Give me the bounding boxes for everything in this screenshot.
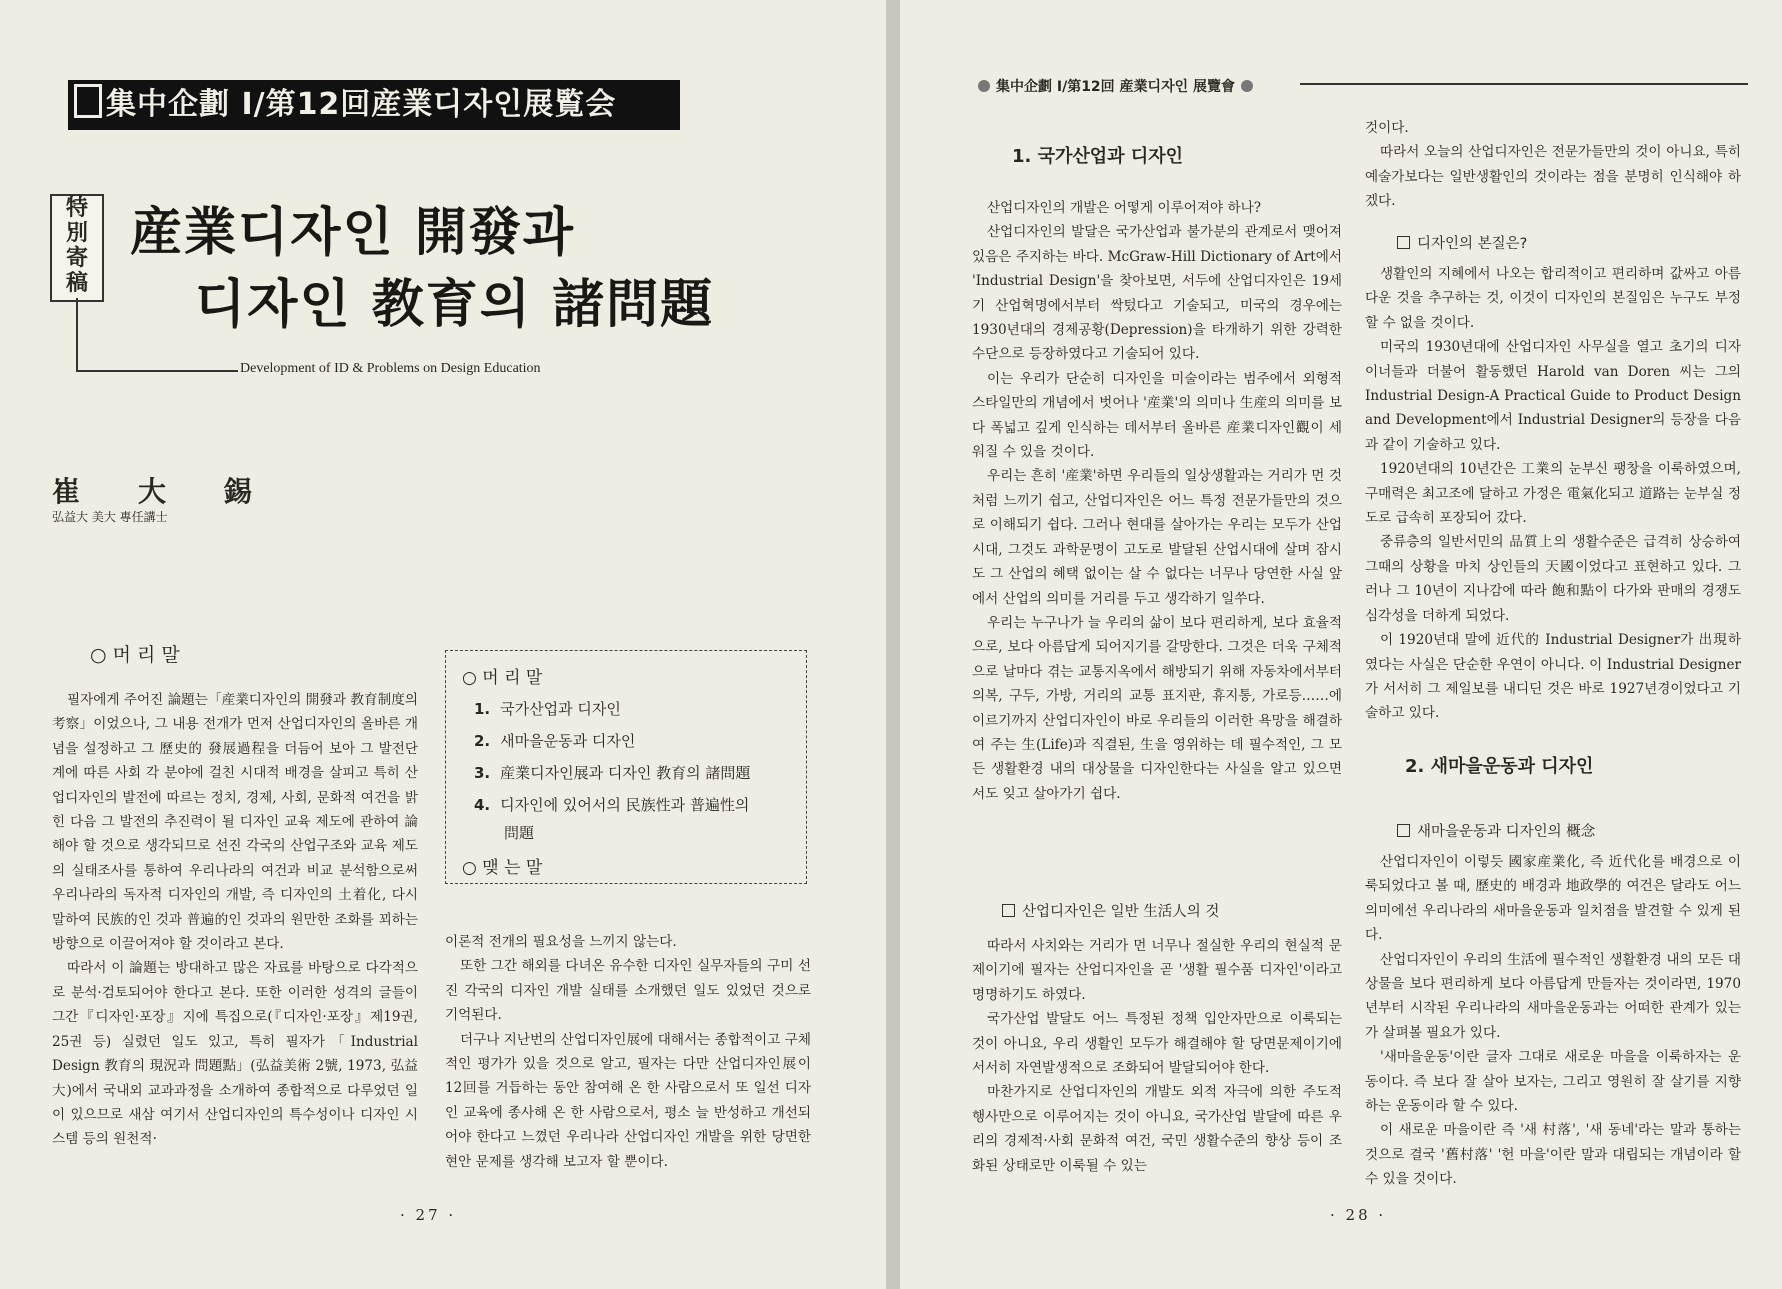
paragraph: 따라서 사치와는 거리가 먼 너무나 절실한 우리의 현실적 문제이기에 필자는 산업디자인을 곧 '생활 필수품 디자인'이라고 명명하기도 하였다. [972, 938, 1342, 1003]
tag-char: 別 [65, 221, 88, 246]
paragraph: 산업디자인이 우리의 生活에 필수적인 생활환경 내의 모든 대상물을 보다 편리하게 보다 아름답게 만들자는 것이라면, 1970년부터 시작된 우리나라의 새마을운동과는 어떠한 관계가 있는가 살펴볼 필요가 있다. [1365, 951, 1741, 1041]
paragraph: 마찬가지로 산업디자인의 개발도 외적 자극에 의한 주도적 행사만으로 이루어지는 것이 아니요, 국가산업 발달에 따른 우리의 경제적·사회 문화적 여건, 국민 생활수준의 향상 등이 조화된 상태로만 이룩될 수 있는 [972, 1084, 1342, 1174]
subsection-heading [1397, 820, 1595, 841]
bullet-dot-icon [978, 80, 990, 92]
article-title-line2: 디자인 教育의 諸問題 [195, 274, 715, 335]
paragraph: '새마을운동'이란 글자 그대로 새로운 마을을 이룩하자는 운동이다. 즉 보다 잘 살아 보자는, 그리고 영원히 잘 살기를 지향하는 운동이라 할 수 있다. [1365, 1049, 1741, 1115]
tag-char: 特 [65, 196, 88, 221]
bullet-dot-icon [1241, 80, 1253, 92]
toc-item-label: 국가산업과 디자인 [500, 700, 621, 718]
running-header [978, 76, 1253, 96]
toc-item [474, 762, 794, 783]
left-column-2 [445, 930, 811, 1174]
paragraph: 이 새로운 마을이란 즉 '새 村落', '새 동네'라는 말과 통하는 것으로 결국 '舊村落' '헌 마을'이란 말과 대립되는 개념이라 할 수 있을 것이다. [1365, 1122, 1741, 1188]
paragraph: 이는 우리가 단순히 디자인을 미술이라는 범주에서 외형적 스타일만의 개념에서 벗어나 '産業'의 의미나 生産의 의미를 보다 폭넓고 깊게 인식하는 데서부터 올바른 産業디자인觀이 세워질 수 있을 것이다. [972, 370, 1342, 461]
paragraph: 산업디자인이 이렇듯 國家産業化, 즉 近代化를 배경으로 이룩되었다고 볼 때, 歷史的 배경과 地政學的 여건은 달라도 어느 의미에선 우리나라의 새마을운동과 일치점을 발견할 수 있게 된다. [1365, 854, 1741, 944]
paragraph: 필자에게 주어진 論題는「産業디자인의 開發과 教育制度의 考察」이었으나, 그 내용 전개가 먼저 산업디자인의 올바른 개념을 설정하고 그 歷史的 發展過程을 더듬어 보아 그 발전단계에 따른 사회 각 분야에 걸친 시대적 배경을 살피고 특히 산업디자인의 발전에 따르는 정치, 경제, 사회, 문화적 여건을 밝힌 다음 그 발전의 추진력이 될 디자인 교육 제도에 관하여 論해야 할 것으로 생각되므로 선진 각국의 산업구조와 교육 제도의 실태조사를 통하여 우리나라의 여건과 비교 분석함으로써 우리나라의 독자적 디자인의 개발, 즉 디자인의 土着化, 다시 말하여 民族的인 것과 普遍的인 것과의 원만한 조화를 꾀하는 방향으로 이끌어져야 할 것이라고 본다. [52, 692, 418, 953]
article-title-line1: 産業디자인 開發과 [130, 202, 576, 263]
tag-connector [76, 298, 78, 372]
paragraph: 따라서 이 論題는 방대하고 많은 자료를 바탕으로 다각적으로 분석·검토되어야 한다고 본다. 또한 이러한 성격의 글들이 그간『디자인·포장』지에 특집으로(『디자인·포장』제19권, 25권 등) 실렸던 일도 있고, 특히 필자가「Industrial Design 教育의 現況과 問題點」(弘益美術 2號, 1973, 弘益大)에서 국내외 교과과정을 소개하여 종합적으로 다루었던 일이 있으므로 새삼 여기서 산업디자인의 특수성이나 디자인 시스템 등의 원천적· [52, 960, 418, 1148]
square-icon [1002, 904, 1015, 917]
toc-item-label: 디자인에 있어서의 民族性과 普遍性의 [500, 796, 750, 814]
paragraph: 중류층의 일반서민의 品質上의 생활수준은 급격히 상승하여 그때의 상황을 마치 상인들의 天國이었다고 표현하고 있다. 그러나 그 10년이 지나감에 따라 飽和點이 다가와 판매의 경쟁도 심각성을 더하게 되었다. [1365, 534, 1741, 624]
toc-item-label: 産業디자인展과 디자인 教育의 諸問題 [500, 764, 751, 782]
english-subtitle: Development of ID & Problems on Design Education [240, 361, 541, 376]
paragraph: 따라서 오늘의 산업디자인은 전문가들만의 것이 아니요, 특히 예술가보다는 일반생활인의 것이라는 점을 분명히 인식해야 하겠다. [1365, 144, 1741, 210]
author-affiliation: 弘益大 美大 專任講士 [52, 510, 168, 524]
table-of-contents [445, 650, 807, 884]
running-header-text: 集中企劃 I/第12回 産業디자인 展覽會 [996, 79, 1235, 95]
right-page [900, 0, 1782, 1289]
paragraph: 우리는 누구나가 늘 우리의 삶이 보다 편리하게, 보다 효율적으로, 보다 아름답게 되어지기를 갈망한다. 그것은 더욱 구체적으로 날마다 겪는 교통지옥에서 해방되기 위해 자동차에서부터 의복, 구두, 가방, 거리의 교통 표지판, 휴지통, 가로등……에 이르기까지 산업디자인이 바로 우리들의 이러한 욕망을 해결하여 주는 生(Life)과 직결된, 生을 영위하는 데 필수적인, 그 모든 생활환경 내의 대상물을 디자인한다는 사실을 알고 있으면서도 잊고 살아가기 쉽다. [972, 614, 1342, 802]
subsection-heading-text: 디자인의 본질은? [1417, 236, 1528, 252]
author-name: 崔大錫 [52, 475, 311, 508]
header-rule [1300, 83, 1748, 85]
toc-item [474, 730, 794, 751]
right-column-2 [1365, 262, 1741, 726]
paragraph: 또한 그간 해외를 다녀온 유수한 디자인 실무자들의 구미 선진 각국의 디자인 개발 실태를 소개했던 일도 있었던 것으로 기억된다. [445, 958, 811, 1024]
right-column-1b [972, 934, 1342, 1178]
page-number: · 28 · [1330, 1206, 1387, 1224]
toc-item-number: 1. [474, 700, 491, 718]
square-icon [1397, 824, 1410, 837]
tag-char: 稿 [65, 271, 88, 296]
toc-item-label: 새마을운동과 디자인 [500, 732, 636, 750]
tag-connector-horizontal [76, 370, 238, 372]
toc-heading: ○ 머 리 말 [462, 668, 543, 688]
toc-item-continuation: 問題 [504, 824, 535, 842]
paragraph: 산업디자인의 개발은 어떻게 이루어져야 하나? [986, 200, 1262, 216]
toc-item [474, 794, 794, 815]
toc-item-number: 2. [474, 732, 491, 750]
section-heading: 2. 새마을운동과 디자인 [1405, 756, 1594, 777]
right-column-2-intro [1365, 116, 1741, 214]
paragraph: 더구나 지난번의 산업디자인展에 대해서는 종합적이고 구체적인 평가가 있을 것으로 알고, 필자는 다만 산업디자인展이 12回를 거듭하는 동안 참여해 온 한 사람으로서 또 일선 디자인 교육에 종사해 온 한 사람으로서, 평소 늘 반성하고 개선되어야 한다고 느꼈던 우리나라 산업디자인 개발을 위한 당면한 현안 문제를 생각해 보고자 할 뿐이다. [445, 1031, 811, 1170]
tag-char: 寄 [65, 246, 88, 271]
subsection-heading [1002, 900, 1219, 921]
paragraph: 산업디자인의 발달은 국가산업과 불가분의 관계로서 맺어져 있음은 주지하는 바다. McGraw-Hill Dictionary of Art에서 'Industrial Design'을 찾아보면, 서두에 산업디자인은 19세기 산업혁명에서부터 싹텄다고 기술되고, 미국의 경우에는 1930년대의 경제공황(Depression)을 타개하기 위한 강력한 수단으로 등장하였다고 기술되어 있다. [972, 224, 1342, 363]
paragraph: 국가산업 발달도 어느 특정된 정책 입안자만으로 이룩되는 것이 아니요, 우리 생활인 모두가 해결해야 할 당면문제이기에 서서히 자연발생적으로 조화되어 발달되어야 한다. [972, 1011, 1342, 1077]
paragraph: 것이다. [1365, 120, 1409, 136]
toc-item-number: 4. [474, 796, 491, 814]
section-heading-intro: ○ 머 리 말 [90, 644, 180, 666]
paragraph: 이 1920년대 말에 近代的 Industrial Designer가 出現하였다는 사실은 단순한 우연이 아니다. 이 Industrial Designer가 서서히 그 제일보를 내디딘 것은 바로 1927년경이었다고 기술하고 있다. [1365, 632, 1741, 722]
right-column-2b [1365, 850, 1741, 1192]
toc-item [474, 698, 794, 719]
left-page [0, 0, 886, 1289]
toc-closing: ○ 맺 는 말 [462, 858, 543, 878]
book-gutter [886, 0, 900, 1289]
paragraph: 미국의 1930년대에 산업디자인 사무실을 열고 초기의 디자이너들과 더불어 활동했던 Harold van Doren 씨는 그의 Industrial Design-A Practical Guide to Product Design and Development에서 Industrial Designer의 등장을 다음과 같이 기술하고 있다. [1365, 339, 1741, 453]
subsection-heading [1397, 232, 1527, 253]
square-icon [74, 84, 102, 118]
paragraph: 이론적 전개의 필요성을 느끼지 않는다. [445, 934, 677, 950]
right-column-1 [972, 196, 1342, 806]
paragraph: 우리는 흔히 '産業'하면 우리들의 일상생활과는 거리가 먼 것처럼 느끼기 쉽고, 산업디자인은 어느 특정 전문가들만의 것으로 이해되기 쉽다. 그러나 현대를 살아가는 우리는 모두가 산업시대, 그것도 과학문명이 고도로 발달된 산업시대에 살며 잠시도 그 산업의 혜택 없이는 살 수 없다는 너무나 당연한 사실 앞에서 산업의 의미를 거리를 두고 생각하기 일쑤다. [972, 468, 1342, 607]
feature-banner [68, 80, 680, 130]
page-number: · 27 · [400, 1206, 457, 1224]
left-column-1 [52, 688, 418, 1152]
banner-text: 集中企劃 I/第12回産業디자인展覧会 [106, 87, 617, 122]
special-contribution-tag [50, 194, 104, 302]
paragraph: 생활인의 지혜에서 나오는 합리적이고 편리하며 값싸고 아름다운 것을 추구하는 것, 이것이 디자인의 본질임은 누구도 부정할 수 없을 것이다. [1365, 266, 1741, 331]
section-heading: 1. 국가산업과 디자인 [1012, 146, 1183, 167]
paragraph: 1920년대의 10년간은 工業의 눈부신 팽창을 이룩하였으며, 구매력은 최고조에 달하고 가정은 電氣化되고 道路는 눈부실 정도로 급속히 포장되어 갔다. [1365, 461, 1741, 527]
subsection-heading-text: 산업디자인은 일반 生活人의 것 [1022, 904, 1220, 920]
toc-item-number: 3. [474, 764, 491, 782]
square-icon [1397, 236, 1410, 249]
subsection-heading-text: 새마을운동과 디자인의 概念 [1417, 824, 1596, 840]
